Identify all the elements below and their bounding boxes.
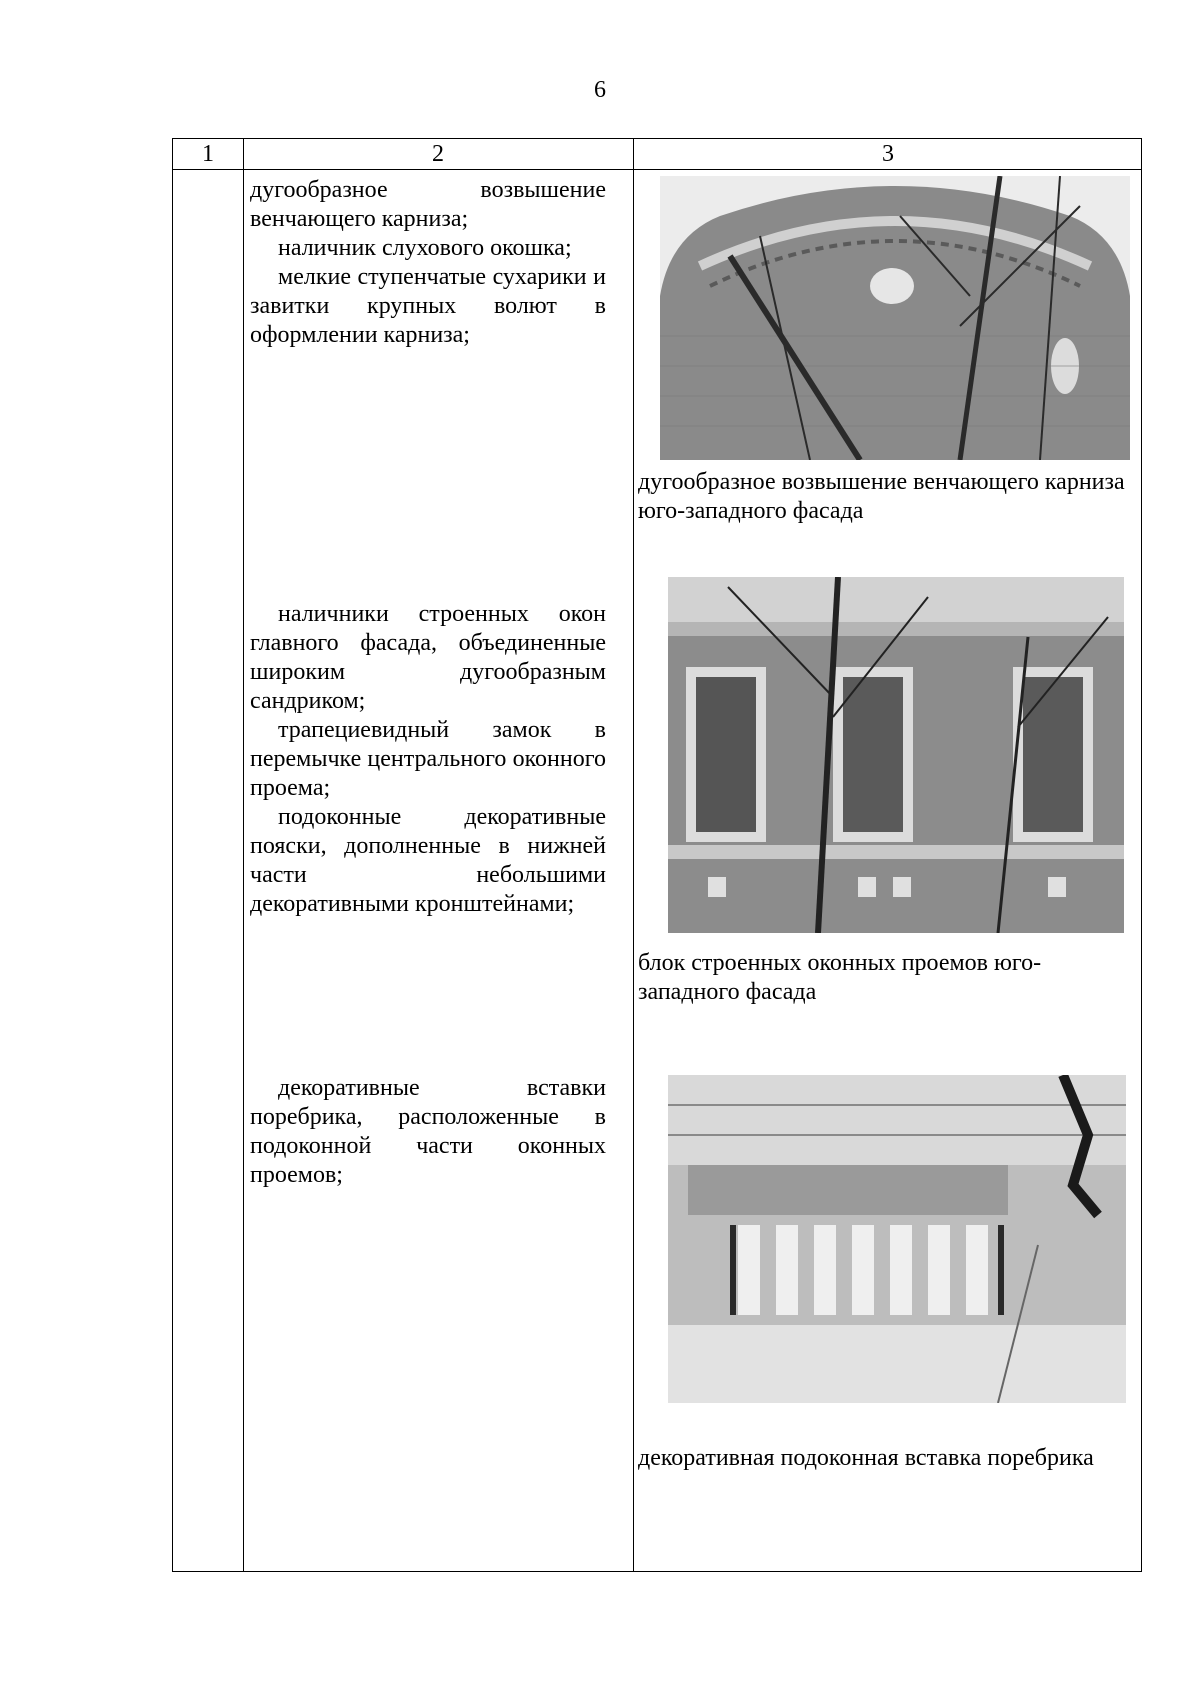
row-2-caption (638, 949, 1128, 1007)
cornice-photo (660, 176, 1130, 460)
row-2-item: наличники строенных окон главного фасада, объединенные широким дугообразным сандриком; (250, 601, 606, 714)
row-3-caption (638, 1444, 1128, 1473)
page-number: 6 (594, 77, 606, 103)
row-3-description (250, 1074, 606, 1190)
brick-insert-photo (668, 1075, 1126, 1403)
row-2-caption-text: блок строенных оконных проемов юго-западного фасада (638, 950, 1042, 1005)
row-2-item: подоконные декоративные пояски, дополненные в нижней части небольшими декоративными кронштейнами; (250, 804, 606, 917)
row-1-item: дугообразное возвышение венчающего карниза; (250, 177, 606, 232)
row-1-caption-text: дугообразное возвышение венчающего карниза юго-западного фасада (638, 469, 1125, 524)
header-col-3: 3 (882, 141, 894, 167)
header-col-2: 2 (432, 141, 444, 167)
column-divider (243, 139, 244, 1571)
row-1-item: наличник слухового окошка; (278, 235, 572, 261)
header-divider (173, 169, 1141, 170)
row-3-item: декоративные вставки поребрика, расположенные в подоконной части оконных проемов; (250, 1075, 606, 1188)
header-col-1: 1 (202, 141, 214, 167)
row-1-description (250, 176, 606, 350)
row-2-item: трапециевидный замок в перемычке центрального оконного проема; (250, 717, 606, 801)
row-3-caption-text: декоративная подоконная вставка поребрика (638, 1445, 1094, 1471)
row-1-caption (638, 468, 1128, 526)
row-1-item: мелкие ступенчатые сухарики и завитки крупных волют в оформлении карниза; (250, 264, 606, 348)
column-divider (633, 139, 634, 1571)
row-2-description (250, 600, 606, 919)
windows-photo (668, 577, 1124, 933)
